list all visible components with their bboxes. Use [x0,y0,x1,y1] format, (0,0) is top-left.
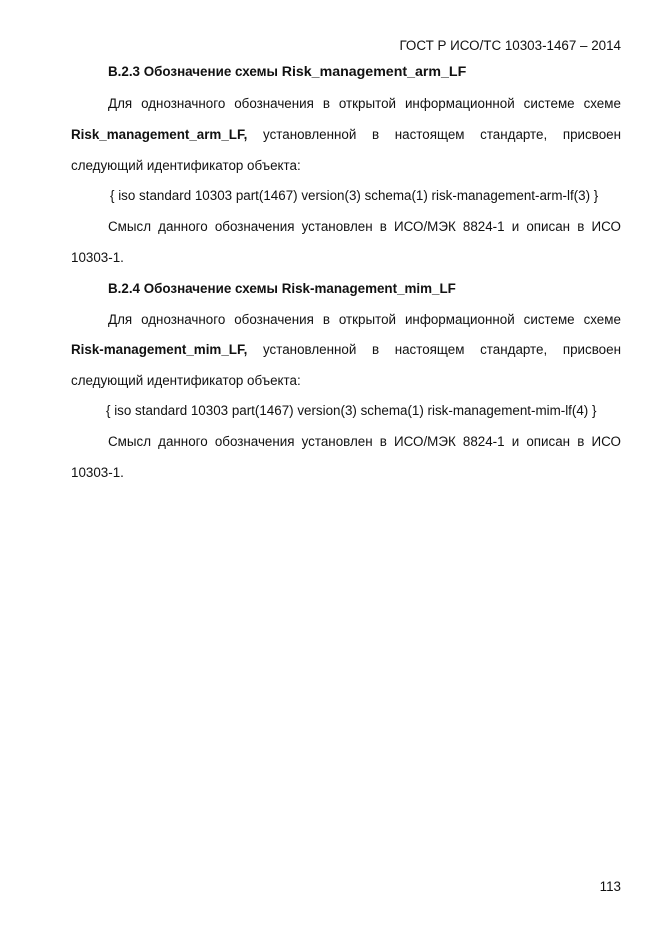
word: однозначного [141,312,226,327]
word: информационной [404,96,515,111]
paragraph-line [108,312,621,327]
paragraph-line: следующий идентификатор объекта: [71,158,301,173]
word: в [371,127,380,142]
word: описан [526,434,571,449]
object-identifier: { iso standard 10303 part(1467) version(3) schema(1) risk-management-arm-lf(3) } [110,188,599,203]
word: настоящем [394,342,465,357]
word: однозначного [141,96,226,111]
word: присвоен [562,342,621,357]
word: и [511,434,520,449]
word: ИСО/МЭК [394,434,456,449]
section-heading-prefix: B.2.4 Обозначение схемы [108,281,278,296]
word: данного [158,219,208,234]
paragraph-line [71,127,621,142]
word: открытой [338,96,397,111]
section-heading-b24 [108,281,456,296]
word: Для [108,312,133,327]
word: 8824-1 [462,434,505,449]
word: стандарте, [480,127,548,142]
schema-name-inline: Risk-management_mim_LF, [71,342,248,357]
word: в [371,342,380,357]
word: в [577,219,585,234]
page-number: 113 [599,879,621,894]
word: установлен [301,219,373,234]
section-heading-prefix: B.2.3 Обозначение схемы [108,64,278,79]
word: Смысл [108,434,152,449]
schema-name-inline: Risk_management_arm_LF, [71,127,248,142]
paragraph-line [108,219,621,234]
word: в [322,96,330,111]
word: установленной [263,342,357,357]
word: схеме [583,96,621,111]
word: стандарте, [480,342,548,357]
word: установлен [301,434,373,449]
word: Смысл [108,219,152,234]
paragraph-line: следующий идентификатор объекта: [71,373,301,388]
paragraph-line [71,342,621,357]
word: в [379,219,387,234]
paragraph-line [108,96,621,111]
word: открытой [338,312,397,327]
word: и [511,219,520,234]
word: 8824-1 [462,219,505,234]
word: обозначения [234,96,314,111]
word: в [322,312,330,327]
word: системе [523,312,575,327]
word: обозначения [234,312,314,327]
section-heading-b23 [108,64,466,80]
word: в [379,434,387,449]
word: ИСО [591,434,621,449]
page-header-standard-id: ГОСТ Р ИСО/ТС 10303-1467 – 2014 [399,38,621,53]
word: схеме [583,312,621,327]
schema-name: Risk_management_arm_LF [281,64,467,80]
word: информационной [404,312,515,327]
paragraph-line: 10303-1. [71,250,124,265]
word: данного [158,434,208,449]
word: системе [523,96,575,111]
word: ИСО [591,219,621,234]
word: в [577,434,585,449]
word: настоящем [394,127,465,142]
word: Для [108,96,133,111]
word: обозначения [214,434,295,449]
object-identifier: { iso standard 10303 part(1467) version(3) schema(1) risk-management-mim-lf(4) } [106,403,597,418]
paragraph-line: 10303-1. [71,465,124,480]
word: описан [526,219,571,234]
schema-name: Risk-management_mim_LF [281,281,456,296]
word: присвоен [562,127,621,142]
paragraph-line [108,434,621,449]
word: обозначения [214,219,295,234]
word: ИСО/МЭК [394,219,456,234]
word: установленной [263,127,357,142]
